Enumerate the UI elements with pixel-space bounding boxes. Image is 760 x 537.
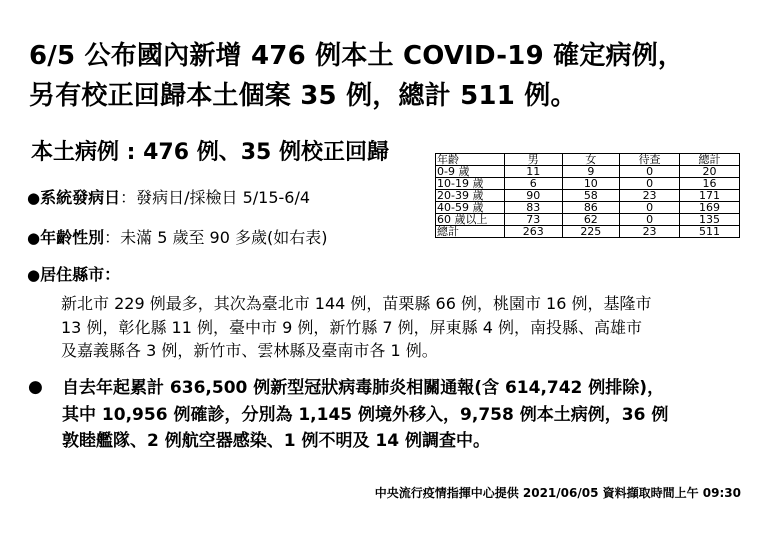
table-cell: 0-9 歲 xyxy=(436,166,505,178)
age-sex-label: 年齡性別 xyxy=(40,228,105,247)
table-header-cell: 年齡 xyxy=(436,154,505,166)
table-cell: 86 xyxy=(562,202,620,214)
table-cell: 10-19 歲 xyxy=(436,178,505,190)
residence-label: 居住縣市 xyxy=(40,265,105,284)
table-header-cell: 男 xyxy=(505,154,563,166)
table-header-row xyxy=(436,154,740,166)
table-cell: 0 xyxy=(620,178,680,190)
headline xyxy=(29,36,749,116)
table-cell: 11 xyxy=(505,166,563,178)
table-cell: 0 xyxy=(620,166,680,178)
bullet-icon: ● xyxy=(27,229,41,247)
table-cell: 171 xyxy=(680,190,740,202)
table-cell: 58 xyxy=(562,190,620,202)
table-cell: 16 xyxy=(680,178,740,190)
table-cell: 23 xyxy=(620,190,680,202)
section-subtitle: 本土病例 : 476 例、35 例校正回歸 xyxy=(31,140,389,165)
table-cell: 20-39 歲 xyxy=(436,190,505,202)
source-footer: 中央流行疫情指揮中心提供 2021/06/05 資料擷取時間上午 09:30 xyxy=(374,486,741,500)
table-cell: 23 xyxy=(620,226,680,238)
table-cell: 0 xyxy=(620,214,680,226)
age-sex-table xyxy=(435,153,740,238)
bullet-icon: ● xyxy=(28,377,43,397)
table-header-cell: 女 xyxy=(562,154,620,166)
table-cell: 60 歲以上 xyxy=(436,214,505,226)
residence-bullet xyxy=(27,264,120,286)
age-sex-value: ：未滿 5 歲至 90 多歲(如右表) xyxy=(104,228,328,247)
bullet-icon: ● xyxy=(27,266,41,284)
table-cell: 0 xyxy=(620,202,680,214)
table-cell: 169 xyxy=(680,202,740,214)
table-row xyxy=(436,202,740,214)
table-cell: 10 xyxy=(562,178,620,190)
table-cell: 20 xyxy=(680,166,740,178)
table-cell: 總計 xyxy=(436,226,505,238)
table-cell: 511 xyxy=(680,226,740,238)
table-cell: 9 xyxy=(562,166,620,178)
residence-colon: ： xyxy=(104,265,121,284)
table-cell: 225 xyxy=(562,226,620,238)
table-row xyxy=(436,226,740,238)
onset-label: 系統發病日 xyxy=(40,188,121,207)
table-row xyxy=(436,166,740,178)
table-cell: 135 xyxy=(680,214,740,226)
table-cell: 83 xyxy=(505,202,563,214)
bullet-icon: ● xyxy=(27,189,41,207)
table-row xyxy=(436,178,740,190)
headline-line-1: 6/5 公布國內新增 476 例本土 COVID-19 確定病例， xyxy=(29,41,685,71)
table-cell: 90 xyxy=(505,190,563,202)
table-header-cell: 總計 xyxy=(680,154,740,166)
table-cell: 40-59 歲 xyxy=(436,202,505,214)
table-cell: 6 xyxy=(505,178,563,190)
age-sex-bullet xyxy=(27,227,327,249)
table-cell: 263 xyxy=(505,226,563,238)
onset-value: ：發病日/採檢日 5/15-6/4 xyxy=(120,188,311,207)
table-row xyxy=(436,214,740,226)
table-body xyxy=(436,166,740,238)
table-header-cell: 待查 xyxy=(620,154,680,166)
residence-detail: 新北市 229 例最多，其次為臺北市 144 例，苗栗縣 66 例，桃園市 16 例，基隆市 13 例，彰化縣 11 例，臺中市 9 例，新竹縣 7 例，屏東縣 4 例，南投縣、高雄市 及嘉義縣各 3 例，新竹市、雲林縣及臺南市各 1 例。 xyxy=(61,294,652,360)
table-cell: 73 xyxy=(505,214,563,226)
table-cell: 62 xyxy=(562,214,620,226)
cumulative-summary: 自去年起累計 636,500 例新型冠狀病毒肺炎相關通報(含 614,742 例排除)， 其中 10,956 例確診，分別為 1,145 例境外移入，9,758 例本土病例，36 例 敦睦艦隊、2 例航空器感染、1 例不明及 14 例調查中。 xyxy=(62,378,669,451)
onset-bullet xyxy=(27,187,310,209)
table-row xyxy=(436,190,740,202)
headline-line-2: 另有校正回歸本土個案 35 例，總計 511 例。 xyxy=(29,81,577,111)
